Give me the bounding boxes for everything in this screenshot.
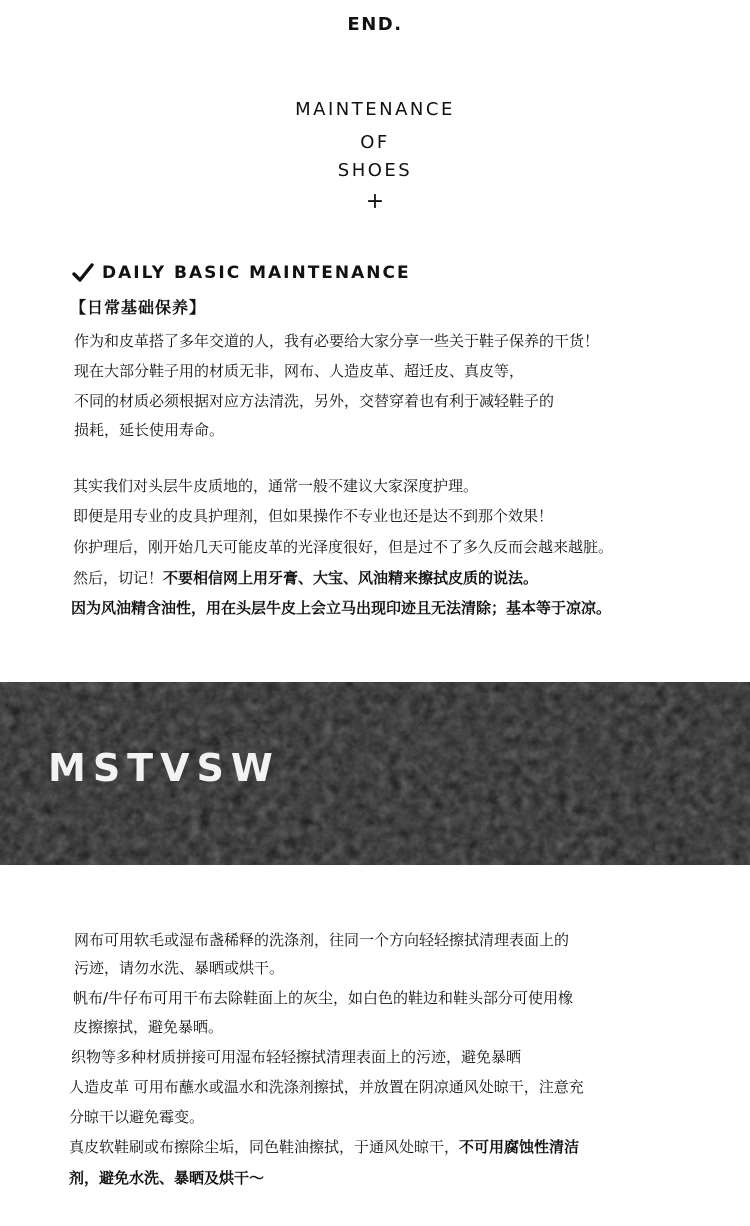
care-line: 织物等多种材质拼接可用湿布轻轻擦拭清理表面上的污迹，避免暴晒 [71, 1048, 522, 1066]
care-line: 皮擦擦拭，避免暴晒。 [73, 1018, 224, 1036]
care-line: 分晾干以避免霉变。 [69, 1108, 205, 1126]
care-last-prefix: 真皮软鞋刷或布擦除尘垢，同色鞋油擦拭，于通风处晾干， [69, 1138, 460, 1156]
paragraph-line: 即便是用专业的皮具护理剂，但如果操作不专业也还是达不到那个效果！ [73, 507, 554, 525]
care-line-last [69, 1136, 579, 1158]
banner-word: MSTVSW [48, 746, 280, 790]
section-subtitle: 【日常基础保养】 [70, 298, 207, 317]
plus-sign: + [365, 189, 385, 214]
care-line-final: 剂，避免水洗、暴晒及烘干～ [69, 1169, 265, 1187]
paragraph-line: 损耗，延长使用寿命。 [74, 421, 225, 439]
page-title-line-1: MAINTENANCE [295, 99, 455, 120]
care-line: 污迹，请勿水洗、暴晒或烘干。 [74, 959, 285, 977]
warning-line [73, 567, 538, 589]
check-icon [72, 263, 94, 283]
care-line: 网布可用软毛或湿布盏稀释的洗涤剂，往同一个方向轻轻擦拭清理表面上的 [74, 931, 570, 949]
care-last-bold: 不可用腐蚀性清洁 [459, 1138, 580, 1156]
page-title-line-3: SHOES [337, 160, 413, 181]
care-line: 帆布/牛仔布可用干布去除鞋面上的灰尘，如白色的鞋边和鞋头部分可使用橡 [73, 989, 574, 1007]
paragraph-line: 现在大部分鞋子用的材质无非，网布、人造皮革、超迁皮、真皮等， [74, 362, 525, 380]
care-line: 人造皮革 可用布蘸水或温水和洗涤剂擦拭，并放置在阴凉通风处晾干，注意充 [69, 1078, 584, 1096]
paragraph-line: 你护理后，刚开始几天可能皮革的光泽度很好，但是过不了多久反而会越来越脏。 [73, 538, 614, 556]
paragraph-line: 其实我们对头层牛皮质地的，通常一般不建议大家深度护理。 [73, 477, 479, 495]
warning-bold: 不要相信网上用牙膏、大宝、风油精来擦拭皮质的说法。 [163, 569, 539, 587]
section-heading [72, 263, 411, 283]
paragraph-line: 不同的材质必须根据对应方法清洗，另外，交替穿着也有利于减轻鞋子的 [74, 392, 555, 410]
section-title: DAILY BASIC MAINTENANCE [102, 263, 411, 283]
brand-logo: END. [347, 14, 403, 35]
warning-prefix: 然后，切记！ [73, 569, 164, 587]
warning-line-2: 因为风油精含油性，用在头层牛皮上会立马出现印迹且无法清除；基本等于凉凉。 [71, 599, 612, 617]
page-title-line-2: OF [360, 132, 390, 153]
paragraph-line: 作为和皮革搭了多年交道的人，我有必要给大家分享一些关于鞋子保养的干货！ [74, 332, 600, 350]
